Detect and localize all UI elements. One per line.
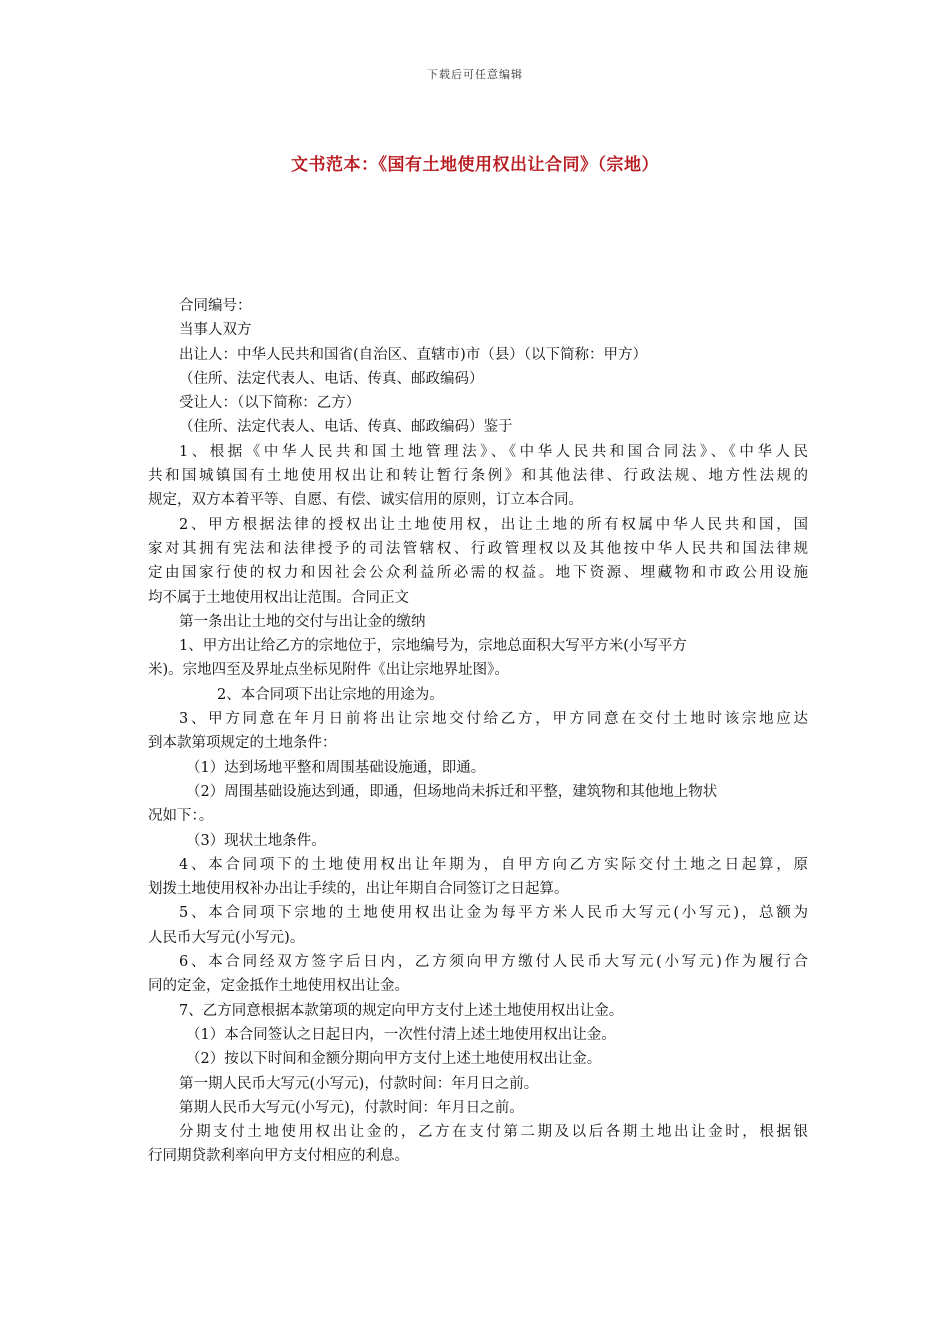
grantor-line: 出让人：中华人民共和国省(自治区、直辖市)市（县）（以下简称：甲方）: [179, 346, 648, 363]
paragraph-line: 2、本合同项下出让宗地的用途为。: [217, 686, 444, 703]
document-title: 文书范本：《国有土地使用权出让合同》（宗地）: [291, 155, 659, 175]
paragraph-line: 2、甲方根据法律的授权出让土地使用权，出让土地的所有权属中华人民共和国，国: [179, 516, 808, 533]
list-item: （2）按以下时间和金额分期向甲方支付上述土地使用权出让金。: [186, 1051, 602, 1068]
paragraph-line: 到本款第项规定的土地条件：: [148, 735, 337, 752]
paragraph-line: 人民币大写元(小写元)。: [148, 929, 305, 946]
paragraph-line: 1、甲方出让给乙方的宗地位于，宗地编号为，宗地总面积大写平方米(小写平方: [179, 638, 687, 655]
paragraph-line: 定由国家行使的权力和因社会公众利益所必需的权益。地下资源、埋藏物和市政公用设施: [148, 565, 808, 582]
list-item: （3）现状土地条件。: [186, 832, 326, 849]
paragraph-line: 规定，双方本着平等、自愿、有偿、诚实信用的原则，订立本合同。: [148, 492, 583, 509]
paragraph-line: 家对其拥有宪法和法律授予的司法管辖权、行政管理权以及其他按中华人民共和国法律规: [148, 540, 808, 557]
contract-number-line: 合同编号：: [179, 298, 252, 314]
header-note: 下载后可任意编辑: [427, 68, 523, 81]
paragraph-line: 第一期人民币大写元(小写元)，付款时间：年月日之前。: [179, 1075, 539, 1092]
paragraph-line: 第期人民币大写元(小写元)，付款时间：年月日之前。: [179, 1099, 524, 1116]
paragraph-line: 1、根据《中华人民共和国土地管理法》、《中华人民共和国合同法》、《中华人民: [179, 443, 808, 460]
grantee-details-line: （住所、法定代表人、电话、传真、邮政编码）鉴于: [179, 419, 513, 436]
article-heading: 第一条出让土地的交付与出让金的缴纳: [179, 613, 426, 630]
paragraph-line: 7、乙方同意根据本款第项的规定向甲方支付上述土地使用权出让金。: [179, 1002, 624, 1019]
paragraph-line: 米)。宗地四至及界址点坐标见附件《出让宗地界址图》。: [148, 662, 509, 679]
paragraph-line: 均不属于土地使用权出让范围。合同正文: [148, 589, 409, 606]
paragraph-line: 同的定金，定金抵作土地使用权出让金。: [148, 978, 409, 995]
contract-body: [148, 294, 808, 1169]
paragraph-line: 行同期贷款利率向甲方支付相应的利息。: [148, 1148, 409, 1165]
grantee-line: 受让人：（以下简称：乙方）: [179, 395, 361, 412]
list-item: （2）周围基础设施达到通，即通，但场地尚未拆迁和平整，建筑物和其他地上物状: [186, 783, 718, 800]
list-item: （1）达到场地平整和周围基础设施通，即通。: [186, 759, 486, 776]
paragraph-line: 4、本合同项下的土地使用权出让年期为，自甲方向乙方实际交付土地之日起算，原: [179, 856, 808, 873]
paragraph-line: 划拨土地使用权补办出让手续的，出让年期自合同签订之日起算。: [148, 881, 569, 898]
paragraph-line: 共和国城镇国有土地使用权出让和转让暂行条例》和其他法律、行政法规、地方性法规的: [148, 468, 808, 485]
paragraph-line: 况如下：。: [148, 808, 214, 825]
parties-heading: 当事人双方: [179, 322, 252, 339]
paragraph-line: 5、本合同项下宗地的土地使用权出让金为每平方米人民币大写元(小写元)，总额为: [179, 905, 808, 922]
paragraph-line: 分期支付土地使用权出让金的，乙方在支付第二期及以后各期土地出让金时，根据银: [179, 1124, 808, 1141]
paragraph-line: 3、甲方同意在年月日前将出让宗地交付给乙方，甲方同意在交付土地时该宗地应达: [179, 711, 808, 728]
paragraph-line: 6、本合同经双方签字后日内，乙方须向甲方缴付人民币大写元(小写元)作为履行合: [179, 954, 808, 971]
grantor-details-line: （住所、法定代表人、电话、传真、邮政编码）: [179, 370, 484, 387]
list-item: （1）本合同签认之日起日内，一次性付清上述土地使用权出让金。: [186, 1026, 616, 1043]
